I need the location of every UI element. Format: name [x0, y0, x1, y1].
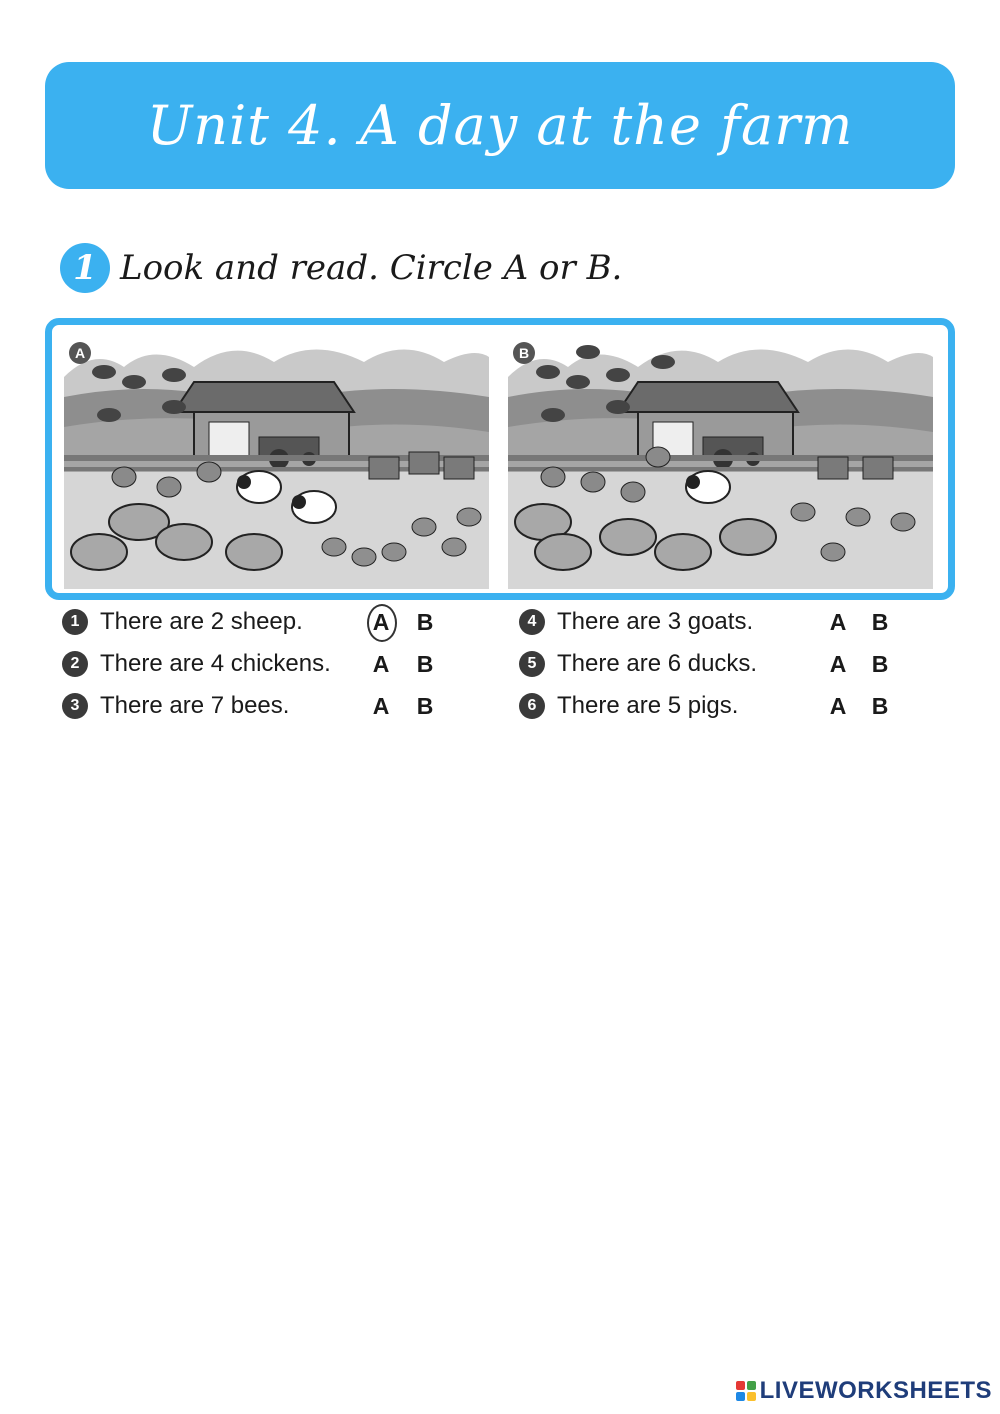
question-2-option-b[interactable]: B	[416, 650, 434, 677]
exercise-instruction	[60, 242, 622, 294]
question-text: There are 5 pigs.	[557, 692, 739, 719]
question-6	[519, 686, 738, 726]
question-number: 3	[62, 693, 88, 719]
picture-frame	[45, 318, 955, 600]
question-number: 4	[519, 609, 545, 635]
question-3	[62, 686, 289, 726]
question-5	[519, 644, 757, 684]
question-1	[62, 602, 303, 642]
question-6-option-a[interactable]: A	[829, 692, 847, 719]
question-3-option-a[interactable]: A	[372, 692, 390, 719]
exercise-number: 1	[60, 243, 110, 293]
liveworksheets-logo[interactable]	[736, 1376, 992, 1406]
question-2-option-a[interactable]: A	[372, 650, 390, 677]
question-2	[62, 644, 331, 684]
question-number: 6	[519, 693, 545, 719]
question-number: 5	[519, 651, 545, 677]
logo-mark-icon	[736, 1381, 756, 1401]
farm-scene-b-illustration	[508, 337, 933, 589]
question-number: 1	[62, 609, 88, 635]
title-banner	[45, 62, 955, 189]
question-4	[519, 602, 753, 642]
farm-picture-a	[64, 337, 489, 589]
picture-b-label: B	[518, 345, 530, 361]
question-6-option-b[interactable]: B	[871, 692, 889, 719]
picture-a-label: A	[74, 345, 86, 361]
question-text: There are 6 ducks.	[557, 650, 758, 677]
question-text: There are 3 goats.	[557, 608, 754, 635]
question-1-option-a[interactable]: A	[366, 602, 396, 642]
page-title: Unit 4. A day at the farm	[146, 94, 854, 157]
instruction-text: Look and read. Circle A or B.	[120, 248, 623, 288]
question-text: There are 7 bees.	[100, 692, 290, 719]
question-4-option-a[interactable]: A	[829, 608, 847, 635]
question-5-option-b[interactable]: B	[871, 650, 889, 677]
question-3-option-b[interactable]: B	[416, 692, 434, 719]
question-number: 2	[62, 651, 88, 677]
farm-scene-a-illustration	[64, 337, 489, 589]
question-text: There are 2 sheep.	[100, 608, 303, 635]
question-text: There are 4 chickens.	[100, 650, 331, 677]
question-5-option-a[interactable]: A	[829, 650, 847, 677]
question-4-option-b[interactable]: B	[871, 608, 889, 635]
logo-text: LIVEWORKSHEETS	[759, 1377, 992, 1404]
question-1-option-b[interactable]: B	[416, 608, 434, 635]
farm-picture-b	[508, 337, 933, 589]
